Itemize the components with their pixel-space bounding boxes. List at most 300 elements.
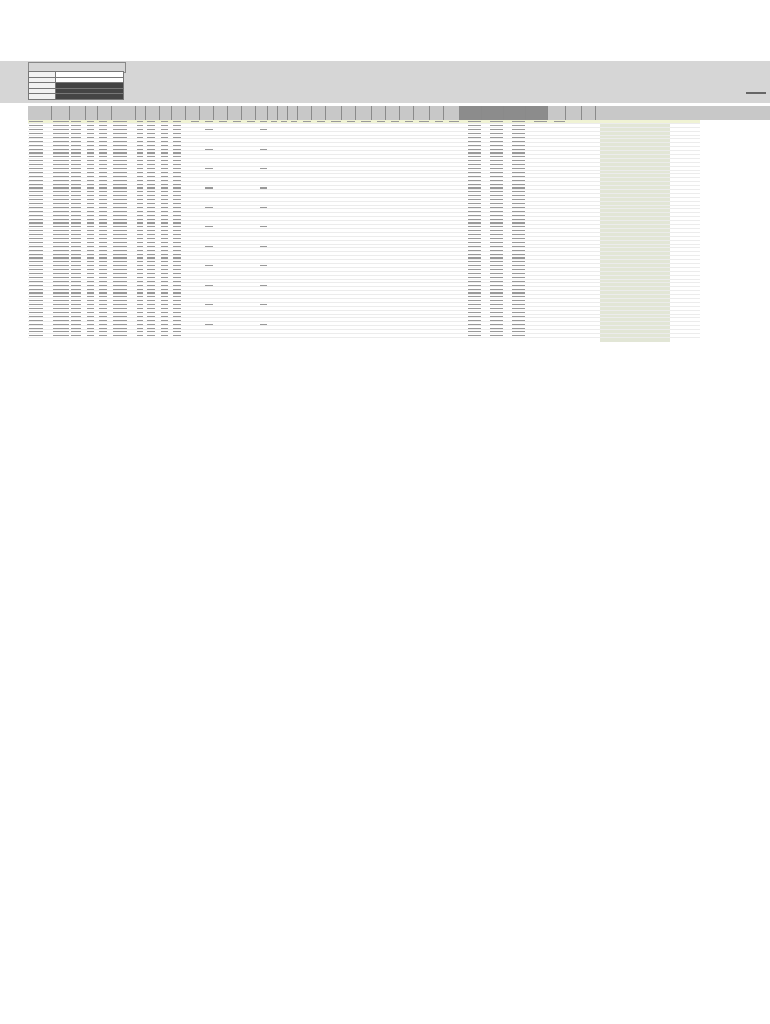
column-header[interactable] (186, 106, 200, 120)
cell-value-mark (71, 149, 81, 150)
column-header[interactable] (504, 106, 526, 120)
cell-value-mark (137, 176, 143, 177)
cell-value-mark (113, 180, 127, 181)
cell-value-mark (161, 199, 168, 200)
cell-value-mark (137, 296, 143, 297)
cell-value-mark (173, 172, 181, 173)
cell-value-mark (87, 324, 94, 325)
cell-value-mark (490, 164, 503, 165)
cell-value-mark (71, 133, 81, 134)
cell-value-mark (71, 137, 81, 138)
table-cell[interactable] (430, 334, 444, 338)
table-cell[interactable] (268, 334, 278, 338)
cell-value-mark (512, 172, 525, 173)
cell-value-mark (137, 324, 143, 325)
cell-value-mark (137, 273, 143, 274)
cell-value-mark (260, 207, 267, 208)
cell-value-mark (113, 230, 127, 231)
column-header[interactable] (214, 106, 228, 120)
cell-value-mark (173, 230, 181, 231)
cell-value-mark (137, 129, 143, 130)
cell-value-mark (161, 234, 168, 235)
cell-value-mark (205, 121, 213, 122)
cell-value-mark (147, 335, 155, 336)
column-header[interactable] (200, 106, 214, 120)
cell-value-mark (53, 285, 69, 286)
table-cell[interactable] (566, 334, 582, 338)
column-header[interactable] (548, 106, 566, 120)
table-cell[interactable] (256, 334, 268, 338)
cell-value-mark (71, 219, 81, 220)
cell-value-mark (99, 187, 107, 188)
column-header[interactable] (70, 106, 86, 120)
column-header[interactable] (256, 106, 268, 120)
cell-value-mark (490, 121, 503, 122)
cell-value-mark (53, 187, 69, 188)
cell-value-mark (161, 331, 168, 332)
cell-value-mark (71, 285, 81, 286)
cell-value-mark (173, 191, 181, 192)
column-header[interactable] (386, 106, 400, 120)
cell-value-mark (137, 141, 143, 142)
cell-value-mark (99, 121, 107, 122)
meta-table (28, 71, 124, 100)
cell-value-mark (87, 160, 94, 161)
cell-value-mark (53, 203, 69, 204)
cell-value-mark (468, 265, 481, 266)
table-cell[interactable] (52, 334, 70, 338)
cell-value-mark (490, 160, 503, 161)
table-cell[interactable] (444, 334, 460, 338)
cell-value-mark (71, 191, 81, 192)
cell-value-mark (173, 308, 181, 309)
cell-value-mark (113, 277, 127, 278)
table-cell[interactable] (214, 334, 228, 338)
cell-value-mark (490, 312, 503, 313)
cell-value-mark (29, 164, 43, 165)
cell-value-mark (512, 273, 525, 274)
cell-value-mark (71, 300, 81, 301)
cell-value-mark (87, 219, 94, 220)
cell-value-mark (161, 292, 168, 293)
column-header[interactable] (136, 106, 146, 120)
table-cell[interactable] (298, 334, 312, 338)
cell-value-mark (137, 149, 143, 150)
cell-value-mark (87, 308, 94, 309)
cell-value-mark (71, 292, 81, 293)
cell-value-mark (113, 219, 127, 220)
cell-value-mark (29, 238, 43, 239)
cell-value-mark (147, 261, 155, 262)
cell-value-mark (205, 168, 213, 169)
column-header[interactable] (326, 106, 342, 120)
cell-value-mark (512, 176, 525, 177)
cell-value-mark (512, 335, 525, 336)
cell-value-mark (53, 281, 69, 282)
cell-value-mark (71, 265, 81, 266)
column-header[interactable] (172, 106, 186, 120)
cell-value-mark (490, 195, 503, 196)
cell-value-mark (419, 121, 429, 122)
table-cell[interactable] (136, 334, 146, 338)
cell-value-mark (71, 222, 81, 223)
cell-value-mark (71, 316, 81, 317)
table-cell[interactable] (526, 334, 548, 338)
cell-value-mark (137, 133, 143, 134)
column-header[interactable] (460, 106, 482, 120)
column-header[interactable] (430, 106, 444, 120)
cell-value-mark (137, 328, 143, 329)
cell-value-mark (468, 230, 481, 231)
column-header[interactable] (356, 106, 372, 120)
table-row[interactable] (28, 334, 700, 338)
cell-value-mark (468, 331, 481, 332)
cell-value-mark (113, 125, 127, 126)
table-cell[interactable] (400, 334, 414, 338)
cell-value-mark (490, 168, 503, 169)
cell-value-mark (468, 219, 481, 220)
cell-value-mark (29, 207, 43, 208)
cell-value-mark (161, 261, 168, 262)
cell-value-mark (113, 226, 127, 227)
column-header[interactable] (98, 106, 112, 120)
cell-value-mark (99, 281, 107, 282)
cell-value-mark (53, 234, 69, 235)
cell-value-mark (490, 234, 503, 235)
cell-value-mark (87, 316, 94, 317)
cell-value-mark (87, 215, 94, 216)
table-cell[interactable] (86, 334, 98, 338)
table-cell[interactable] (312, 334, 326, 338)
cell-value-mark (260, 129, 267, 130)
cell-value-mark (53, 133, 69, 134)
cell-value-mark (161, 164, 168, 165)
column-header[interactable] (112, 106, 136, 120)
cell-value-mark (147, 226, 155, 227)
table-cell[interactable] (548, 334, 566, 338)
column-header[interactable] (298, 106, 312, 120)
cell-value-mark (468, 207, 481, 208)
cell-value-mark (137, 250, 143, 251)
cell-value-mark (53, 199, 69, 200)
table-cell[interactable] (28, 334, 52, 338)
cell-value-mark (468, 187, 481, 188)
cell-value-mark (161, 125, 168, 126)
column-header[interactable] (582, 106, 596, 120)
cell-value-mark (71, 187, 81, 188)
cell-value-mark (512, 246, 525, 247)
cell-value-mark (137, 234, 143, 235)
cell-value-mark (512, 308, 525, 309)
cell-value-mark (87, 273, 94, 274)
cell-value-mark (173, 281, 181, 282)
table-cell[interactable] (200, 334, 214, 338)
cell-value-mark (113, 160, 127, 161)
cell-value-mark (161, 300, 168, 301)
cell-value-mark (71, 121, 81, 122)
column-header[interactable] (312, 106, 326, 120)
table-cell[interactable] (372, 334, 386, 338)
cell-value-mark (137, 269, 143, 270)
cell-value-mark (53, 328, 69, 329)
cell-value-mark (490, 277, 503, 278)
cell-value-mark (99, 141, 107, 142)
cell-value-mark (113, 211, 127, 212)
column-header[interactable] (444, 106, 460, 120)
cell-value-mark (512, 145, 525, 146)
cell-value-mark (173, 125, 181, 126)
cell-value-mark (173, 145, 181, 146)
cell-value-mark (490, 219, 503, 220)
cell-value-mark (113, 184, 127, 185)
cell-value-mark (147, 133, 155, 134)
cell-value-mark (468, 226, 481, 227)
cell-value-mark (29, 277, 43, 278)
cell-value-mark (173, 207, 181, 208)
cell-value-mark (468, 129, 481, 130)
cell-value-mark (161, 304, 168, 305)
table-cell[interactable] (582, 334, 596, 338)
table-cell[interactable] (242, 334, 256, 338)
cell-value-mark (161, 281, 168, 282)
column-header[interactable] (342, 106, 356, 120)
cell-value-mark (468, 273, 481, 274)
cell-value-mark (137, 219, 143, 220)
cell-value-mark (87, 234, 94, 235)
column-header[interactable] (228, 106, 242, 120)
cell-value-mark (161, 250, 168, 251)
cell-value-mark (99, 184, 107, 185)
column-header-row (28, 106, 770, 120)
cell-value-mark (113, 269, 127, 270)
cell-value-mark (512, 156, 525, 157)
cell-value-mark (147, 145, 155, 146)
cell-value-mark (71, 176, 81, 177)
cell-value-mark (29, 191, 43, 192)
cell-value-mark (512, 207, 525, 208)
cell-value-mark (29, 184, 43, 185)
cell-value-mark (71, 269, 81, 270)
cell-value-mark (29, 187, 43, 188)
cell-value-mark (161, 156, 168, 157)
cell-value-mark (137, 312, 143, 313)
cell-value-mark (137, 184, 143, 185)
cell-value-mark (147, 281, 155, 282)
cell-value-mark (53, 261, 69, 262)
cell-value-mark (87, 226, 94, 227)
cell-value-mark (99, 331, 107, 332)
column-header[interactable] (52, 106, 70, 120)
cell-value-mark (29, 300, 43, 301)
column-header[interactable] (278, 106, 288, 120)
cell-value-mark (173, 176, 181, 177)
cell-value-mark (468, 211, 481, 212)
cell-value-mark (512, 164, 525, 165)
cell-value-mark (173, 133, 181, 134)
cell-value-mark (147, 250, 155, 251)
cell-value-mark (87, 250, 94, 251)
cell-value-mark (147, 331, 155, 332)
column-header[interactable] (160, 106, 172, 120)
cell-value-mark (71, 328, 81, 329)
column-header[interactable] (526, 106, 548, 120)
table-cell[interactable] (112, 334, 136, 338)
table-cell[interactable] (160, 334, 172, 338)
cell-value-mark (87, 207, 94, 208)
cell-value-mark (247, 121, 255, 122)
cell-value-mark (173, 292, 181, 293)
cell-value-mark (173, 257, 181, 258)
cell-value-mark (161, 254, 168, 255)
column-header[interactable] (242, 106, 256, 120)
cell-value-mark (512, 316, 525, 317)
table-cell[interactable] (278, 334, 288, 338)
cell-value-mark (71, 312, 81, 313)
cell-value-mark (490, 156, 503, 157)
column-header[interactable] (400, 106, 414, 120)
table-cell[interactable] (386, 334, 400, 338)
column-header[interactable] (86, 106, 98, 120)
cell-value-mark (29, 257, 43, 258)
cell-value-mark (512, 141, 525, 142)
cell-value-mark (512, 184, 525, 185)
cell-value-mark (53, 304, 69, 305)
cell-value-mark (99, 312, 107, 313)
table-cell[interactable] (186, 334, 200, 338)
cell-value-mark (173, 250, 181, 251)
table-cell[interactable] (326, 334, 342, 338)
cell-value-mark (99, 160, 107, 161)
cell-value-mark (490, 172, 503, 173)
cell-value-mark (205, 324, 213, 325)
cell-value-mark (87, 168, 94, 169)
table-cell[interactable] (228, 334, 242, 338)
cell-value-mark (87, 261, 94, 262)
cell-value-mark (137, 137, 143, 138)
cell-value-mark (99, 152, 107, 153)
cell-value-mark (173, 187, 181, 188)
cell-value-mark (53, 211, 69, 212)
cell-value-mark (161, 215, 168, 216)
table-cell[interactable] (342, 334, 356, 338)
meta-value[interactable] (56, 94, 124, 100)
cell-value-mark (113, 320, 127, 321)
cell-value-mark (147, 215, 155, 216)
cell-value-mark (391, 121, 399, 122)
column-header[interactable] (146, 106, 160, 120)
cell-value-mark (29, 176, 43, 177)
table-cell[interactable] (460, 334, 482, 338)
cell-value-mark (113, 203, 127, 204)
cell-value-mark (29, 160, 43, 161)
cell-value-mark (468, 184, 481, 185)
cell-value-mark (173, 180, 181, 181)
cell-value-mark (53, 180, 69, 181)
cell-value-mark (512, 261, 525, 262)
cell-value-mark (113, 265, 127, 266)
cell-value-mark (99, 320, 107, 321)
cell-value-mark (173, 160, 181, 161)
column-header[interactable] (482, 106, 504, 120)
cell-value-mark (99, 304, 107, 305)
cell-value-mark (137, 207, 143, 208)
column-header[interactable] (28, 106, 52, 120)
cell-value-mark (490, 289, 503, 290)
cell-value-mark (468, 277, 481, 278)
column-header[interactable] (566, 106, 582, 120)
cell-value-mark (512, 242, 525, 243)
cell-value-mark (29, 265, 43, 266)
cell-value-mark (468, 180, 481, 181)
cell-value-mark (113, 234, 127, 235)
cell-value-mark (512, 254, 525, 255)
cell-value-mark (147, 160, 155, 161)
cell-value-mark (87, 304, 94, 305)
cell-value-mark (512, 281, 525, 282)
table-cell[interactable] (172, 334, 186, 338)
cell-value-mark (161, 316, 168, 317)
cell-value-mark (53, 222, 69, 223)
cell-value-mark (113, 296, 127, 297)
column-header[interactable] (372, 106, 386, 120)
cell-value-mark (99, 308, 107, 309)
cell-value-mark (87, 300, 94, 301)
cell-value-mark (29, 199, 43, 200)
cell-value-mark (173, 199, 181, 200)
table-cell[interactable] (70, 334, 86, 338)
cell-value-mark (29, 195, 43, 196)
cell-value-mark (87, 184, 94, 185)
cell-value-mark (99, 292, 107, 293)
column-header[interactable] (288, 106, 298, 120)
cell-value-mark (113, 156, 127, 157)
cell-value-mark (173, 324, 181, 325)
cell-value-mark (147, 156, 155, 157)
cell-value-mark (147, 176, 155, 177)
table-cell[interactable] (482, 334, 504, 338)
cell-value-mark (71, 254, 81, 255)
cell-value-mark (490, 281, 503, 282)
table-cell[interactable] (146, 334, 160, 338)
data-grid (28, 120, 700, 338)
cell-value-mark (99, 261, 107, 262)
table-cell[interactable] (288, 334, 298, 338)
column-header[interactable] (414, 106, 430, 120)
table-cell[interactable] (356, 334, 372, 338)
cell-value-mark (161, 320, 168, 321)
column-header[interactable] (268, 106, 278, 120)
cell-value-mark (490, 335, 503, 336)
cell-value-mark (468, 234, 481, 235)
cell-value-mark (449, 121, 459, 122)
table-cell[interactable] (98, 334, 112, 338)
table-cell[interactable] (504, 334, 526, 338)
cell-value-mark (29, 285, 43, 286)
cell-value-mark (71, 184, 81, 185)
cell-value-mark (173, 320, 181, 321)
cell-value-mark (147, 277, 155, 278)
cell-value-mark (161, 222, 168, 223)
cell-value-mark (71, 156, 81, 157)
cell-value-mark (29, 292, 43, 293)
cell-value-mark (53, 164, 69, 165)
table-cell[interactable] (414, 334, 430, 338)
cell-value-mark (137, 145, 143, 146)
cell-value-mark (468, 191, 481, 192)
cell-value-mark (71, 234, 81, 235)
cell-value-mark (29, 121, 43, 122)
cell-value-mark (137, 261, 143, 262)
